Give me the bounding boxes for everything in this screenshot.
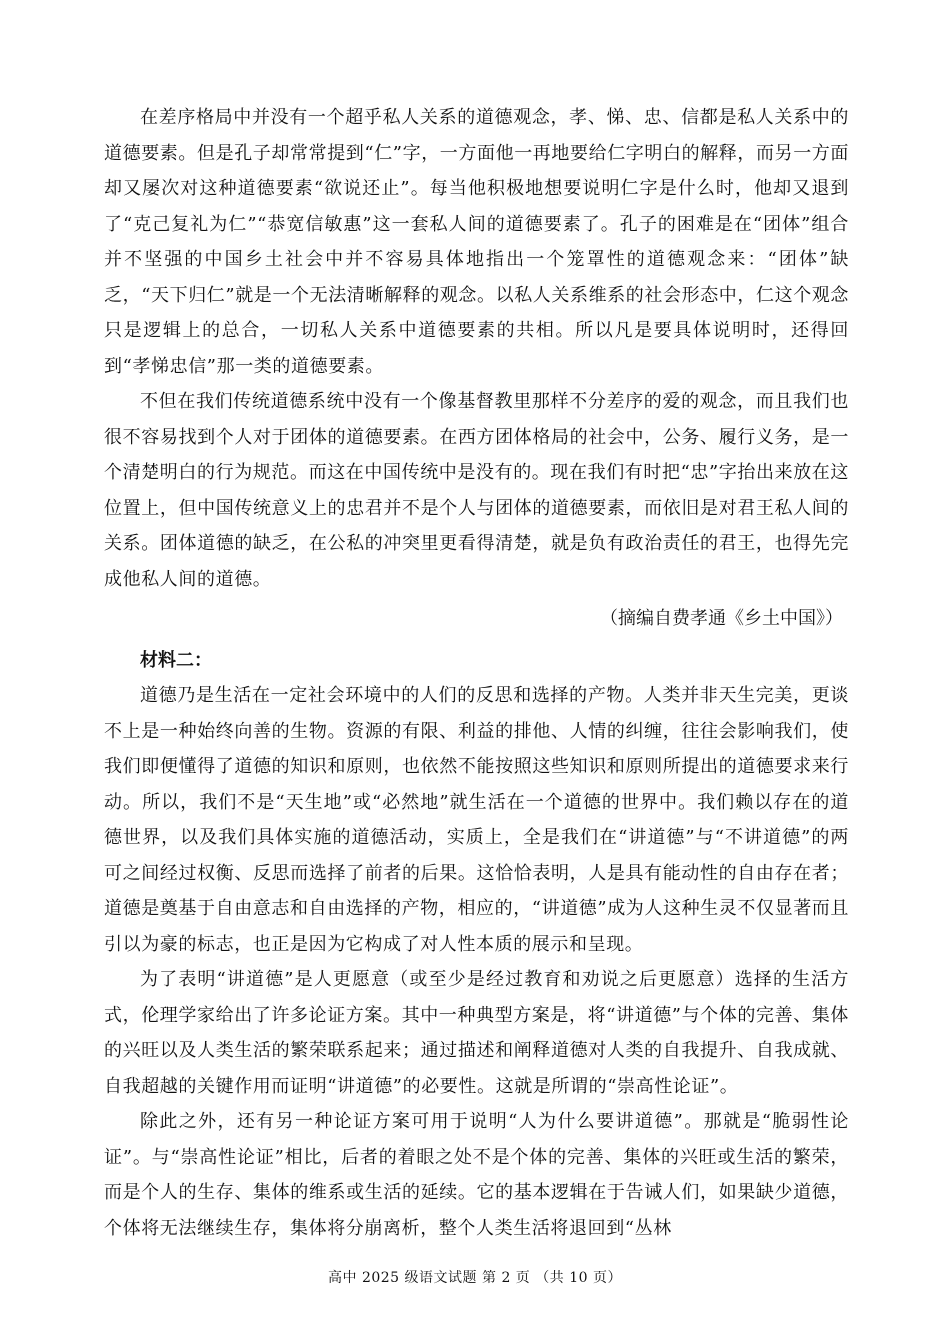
paragraph-4: 为了表明“讲道德”是人更愿意（或至少是经过教育和劝说之后更愿意）选择的生活方式，伦理学家给出了许多论证方案。其中一种典型方案是，将“讲道德”与个体的完善、集体的兴旺以及人类生活的繁荣联系起来；通过描述和阐释道德对人类的自我提升、自我成就、自我超越的关键作用而证明“讲道德”的必要性。这就是所谓的“崇高性论证”。 <box>104 969 849 1097</box>
source-citation: （摘编自费孝通《乡土中国》） <box>600 608 843 629</box>
page-body <box>104 100 849 1246</box>
paragraph-2: 不但在我们传统道德系统中没有一个像基督教里那样不分差序的爱的观念，而且我们也很不容易找到个人对于团体的道德要素。在西方团体格局的社会中，公务、履行义务，是一个清楚明白的行为规范。而这在中国传统中是没有的。现在我们有时把“忠”字抬出来放在这位置上，但中国传统意义上的忠君并不是个人与团体的道德要素，而依旧是对君王私人间的关系。团体道德的缺乏，在公私的冲突里更看得清楚，就是负有政治责任的君王，也得先完成他私人间的道德。 <box>104 391 849 590</box>
paragraph-5: 除此之外，还有另一种论证方案可用于说明“人为什么要讲道德”。那就是“脆弱性论证”。与“崇高性论证”相比，后者的着眼之处不是个体的完善、集体的兴旺或生活的繁荣，而是个人的生存、集体的维系或生活的延续。它的基本逻辑在于告诫人们，如果缺少道德，个体将无法继续生存，集体将分崩离析，整个人类生活将退回到“丛林 <box>104 1111 849 1239</box>
paragraph-1: 在差序格局中并没有一个超乎私人关系的道德观念，孝、悌、忠、信都是私人关系中的道德要素。但是孔子却常常提到“仁”字，一方面他一再地要给仁字明白的解释，而另一方面却又屡次对这种道德要素“欲说还止”。每当他积极地想要说明仁字是什么时，他却又退到了“克己复礼为仁”“恭宽信敏惠”这一套私人间的道德要素了。孔子的困难是在“团体”组合并不坚强的中国乡土社会中并不容易具体地指出一个笼罩性的道德观念来：“团体”缺乏，“天下归仁”就是一个无法清晰解释的观念。以私人关系维系的社会形态中，仁这个观念只是逻辑上的总合，一切私人关系中道德要素的共相。所以凡是要具体说明时，还得回到“孝悌忠信”那一类的道德要素。 <box>104 107 849 377</box>
page-footer: 高中 2025 级语文试题 第 2 页 （共 10 页） <box>328 1270 622 1286</box>
section-heading-material-two: 材料二： <box>140 649 212 671</box>
paragraph-3: 道德乃是生活在一定社会环境中的人们的反思和选择的产物。人类并非天生完美，更谈不上是一种始终向善的生物。资源的有限、利益的排他、人情的纠缠，往往会影响我们，使我们即便懂得了道德的知识和原则，也依然不能按照这些知识和原则所提出的道德要求来行动。所以，我们不是“天生地”或“必然地”就生活在一个道德的世界中。我们赖以存在的道德世界，以及我们具体实施的道德活动，实质上，全是我们在“讲道德”与“不讲道德”的两可之间经过权衡、反思而选择了前者的后果。这恰恰表明，人是具有能动性的自由存在者；道德是奠基于自由意志和自由选择的产物，相应的，“讲道德”成为人这种生灵不仅显著而且引以为豪的标志，也正是因为它构成了对人性本质的展示和呈现。 <box>104 685 849 955</box>
